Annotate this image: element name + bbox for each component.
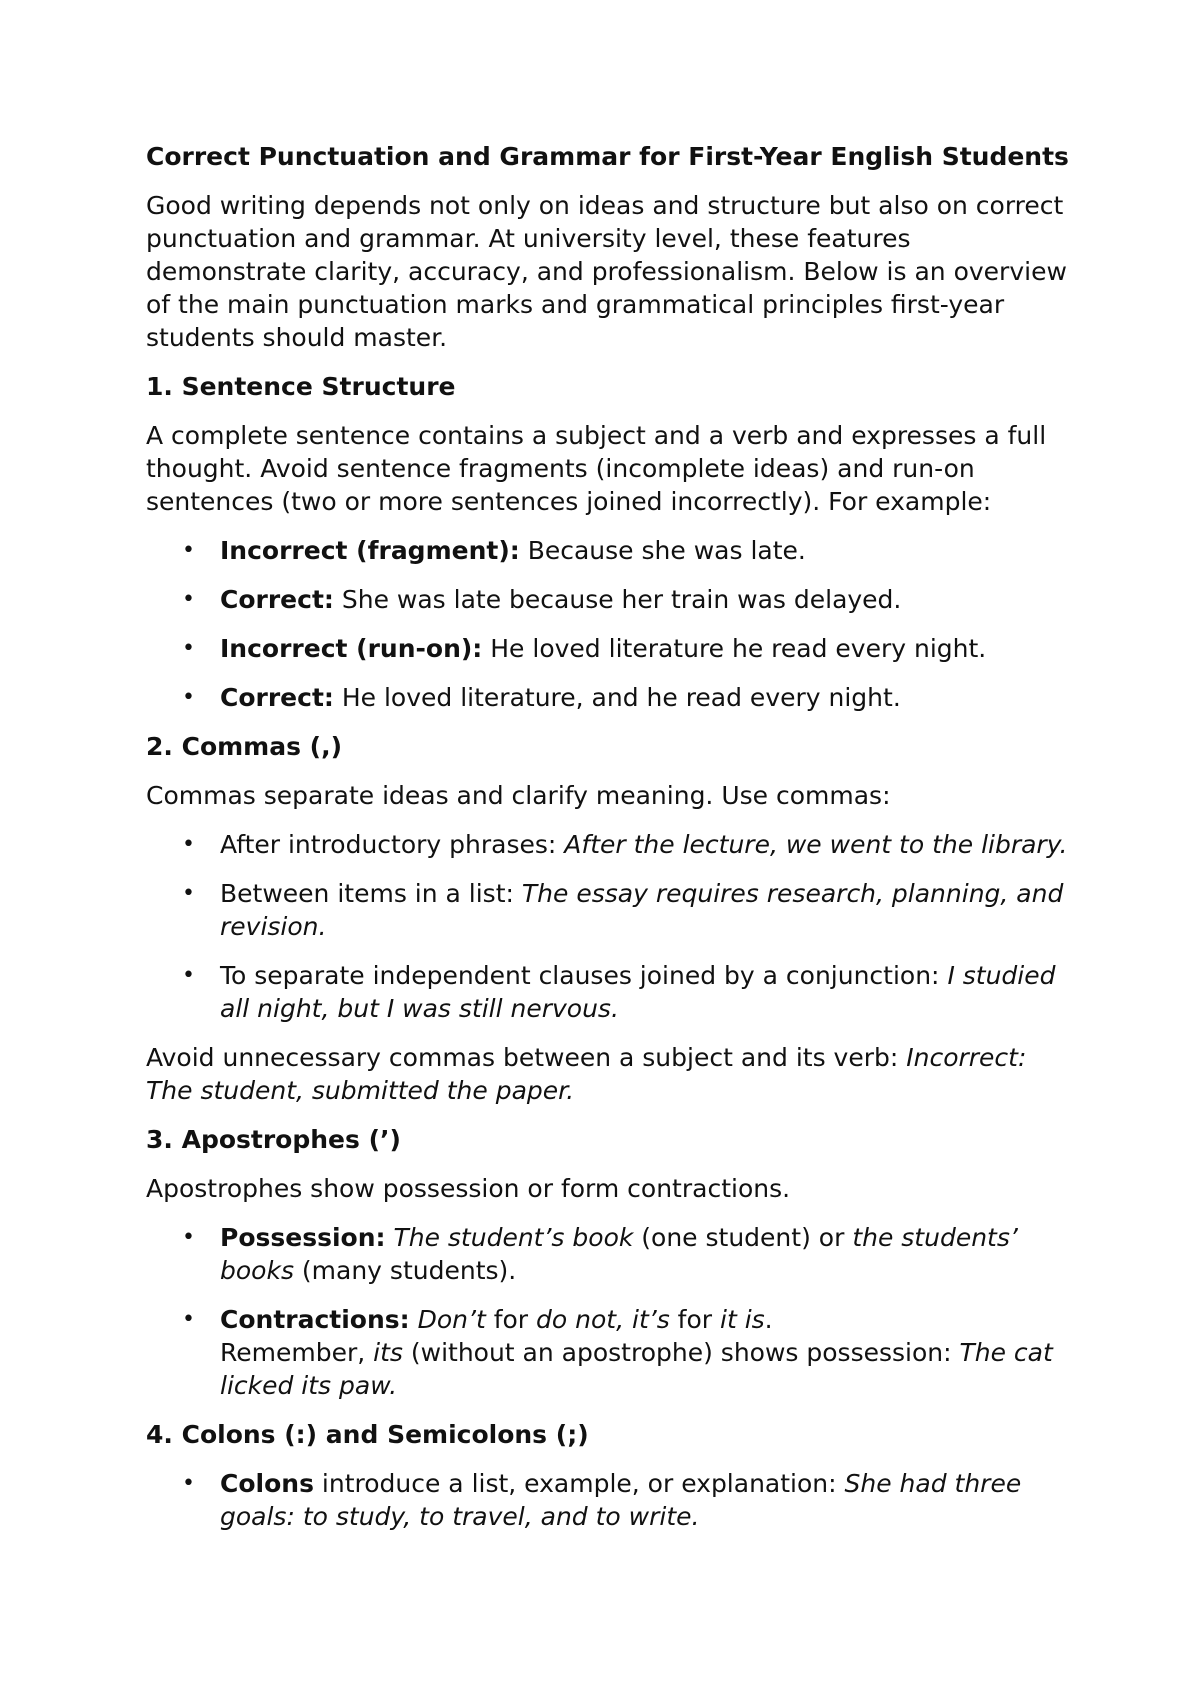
bullet-icon: • — [182, 538, 195, 563]
list-item — [146, 632, 1076, 665]
item-example: its — [373, 1338, 403, 1367]
apostrophes-list — [146, 1221, 1076, 1402]
item-text: (without an apostrophe) shows possession: — [402, 1338, 960, 1367]
item-text: After introductory phrases: — [220, 830, 565, 859]
list-item — [146, 959, 1076, 1025]
item-text: for — [485, 1305, 537, 1334]
sentence-structure-list — [146, 534, 1076, 714]
item-label: Incorrect (run-on): — [220, 634, 483, 663]
item-example: The essay requires research, planning, and revision. — [220, 879, 1064, 941]
section-heading-apostrophes: 3. Apostrophes (’) — [146, 1125, 401, 1154]
intro-paragraph: Good writing depends not only on ideas and structure but also on correct punctuation and grammar. At university level, these features demonstrate clarity, accuracy, and professionalism. Below is an overview of the main punctuation marks and grammatical principles first-year students should master. — [146, 191, 1067, 352]
document-title: Correct Punctuation and Grammar for First-Year English Students — [146, 142, 1069, 171]
item-text: introduce a list, example, or explanation: — [313, 1469, 845, 1498]
item-example: The cat licked its paw. — [220, 1338, 1053, 1400]
item-text: Remember, — [220, 1338, 374, 1367]
section-heading-commas: 2. Commas (,) — [146, 732, 343, 761]
colons-list — [146, 1467, 1076, 1533]
list-item — [146, 1467, 1076, 1533]
section-heading-colons-semicolons: 4. Colons (:) and Semicolons (;) — [146, 1420, 589, 1449]
commas-paragraph: Commas separate ideas and clarify meaning. Use commas: — [146, 781, 891, 810]
item-text: . — [764, 1305, 773, 1334]
item-text: She was late because her train was delayed. — [333, 585, 902, 614]
item-label: Correct: — [220, 683, 334, 712]
bullet-icon: • — [182, 963, 195, 988]
section-heading-sentence-structure: 1. Sentence Structure — [146, 372, 456, 401]
commas-note-paragraph — [146, 1041, 1076, 1107]
item-text: He loved literature, and he read every night. — [333, 683, 901, 712]
bullet-icon: • — [182, 1225, 195, 1250]
item-example: After the lecture, we went to the library. — [564, 830, 1068, 859]
list-item — [146, 1303, 1076, 1402]
item-text: (one student) or — [633, 1223, 853, 1252]
item-example: She had three goals: to study, to travel, and to write. — [220, 1469, 1022, 1531]
item-text: (many students). — [293, 1256, 517, 1285]
item-text: To separate independent clauses joined by a conjunction: — [220, 961, 948, 990]
bullet-icon: • — [182, 636, 195, 661]
item-example: The student’s book — [393, 1223, 634, 1252]
document-page — [146, 140, 1076, 1549]
item-text: Between items in a list: — [220, 879, 522, 908]
item-text: Because she was late. — [519, 536, 806, 565]
list-item — [146, 828, 1076, 861]
item-text: He loved literature he read every night. — [482, 634, 987, 663]
note-text: Avoid unnecessary commas between a subject and its verb: — [146, 1043, 907, 1072]
apostrophes-paragraph: Apostrophes show possession or form contractions. — [146, 1174, 791, 1203]
note-example: Incorrect: The student, submitted the paper. — [146, 1043, 1027, 1105]
item-label: Contractions: — [220, 1305, 410, 1334]
item-label: Possession: — [220, 1223, 386, 1252]
bullet-icon: • — [182, 587, 195, 612]
remember-line — [220, 1336, 1076, 1402]
list-item — [146, 681, 1076, 714]
item-label: Incorrect (fragment): — [220, 536, 520, 565]
bullet-icon: • — [182, 1307, 195, 1332]
bullet-icon: • — [182, 1471, 195, 1496]
item-example: Don’t — [417, 1305, 486, 1334]
bullet-icon: • — [182, 881, 195, 906]
bullet-icon: • — [182, 832, 195, 857]
item-example: it is — [720, 1305, 765, 1334]
item-text: for — [669, 1305, 720, 1334]
item-example: I studied all night, but I was still nervous. — [220, 961, 1056, 1023]
item-example: do not, it’s — [536, 1305, 670, 1334]
list-item — [146, 1221, 1076, 1287]
list-item — [146, 583, 1076, 616]
list-item — [146, 534, 1076, 567]
item-label: Correct: — [220, 585, 334, 614]
item-label: Colons — [220, 1469, 314, 1498]
list-item — [146, 877, 1076, 943]
item-example: the students’ books — [220, 1223, 1018, 1285]
commas-list — [146, 828, 1076, 1025]
bullet-icon: • — [182, 685, 195, 710]
sentence-structure-paragraph: A complete sentence contains a subject and a verb and expresses a full thought. Avoid sentence fragments (incomplete ideas) and run-on sentences (two or more sentences joined incorrectly). For example: — [146, 421, 1047, 516]
